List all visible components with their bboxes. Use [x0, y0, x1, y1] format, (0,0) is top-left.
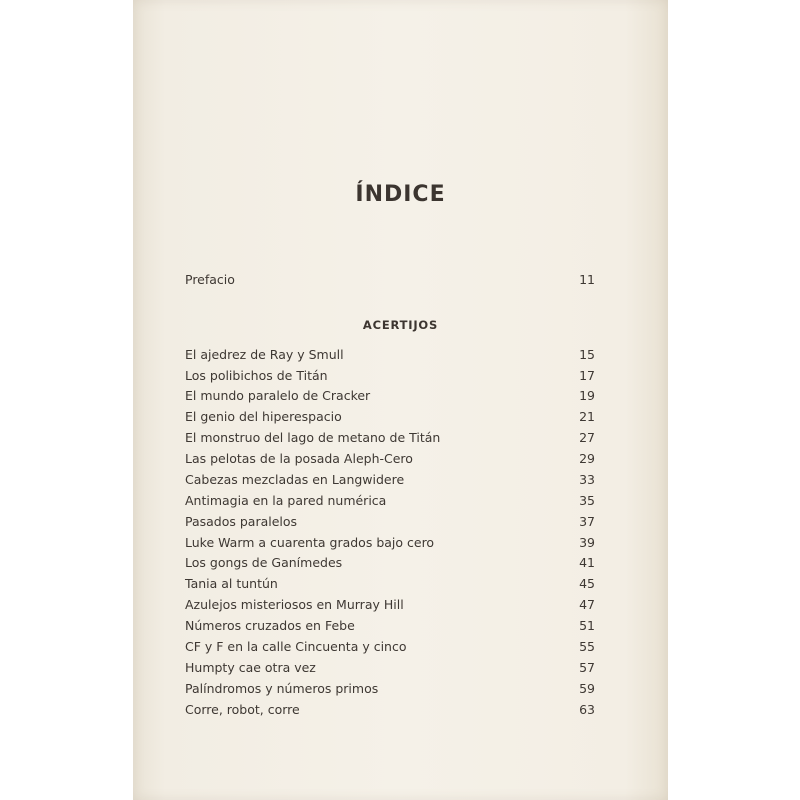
toc-entry [185, 514, 595, 534]
toc-entry-label: Corre, robot, corre [185, 702, 300, 717]
toc-entry [185, 555, 595, 575]
toc-entry-page: 11 [579, 272, 595, 287]
toc-entry [185, 535, 595, 555]
toc-entry [185, 681, 595, 701]
toc-entry-page: 21 [579, 409, 595, 424]
book-page [133, 0, 668, 800]
toc-entry-label: Pasados paralelos [185, 514, 298, 529]
toc-entry [185, 388, 595, 408]
toc-entry-page: 29 [579, 451, 595, 466]
toc-entry-label: Los gongs de Ganímedes [185, 555, 343, 570]
toc-entry [185, 368, 595, 388]
toc-entry-label: Cabezas mezcladas en Langwidere [185, 472, 405, 487]
toc-entry-label: El genio del hiperespacio [185, 409, 342, 424]
toc-entry-label: Palíndromos y números primos [185, 681, 379, 696]
toc-entry-page: 45 [579, 576, 595, 591]
toc-entry [185, 576, 595, 596]
toc-entry-page: 47 [579, 597, 595, 612]
toc-entry-page: 51 [579, 618, 595, 633]
toc-entry-label: Números cruzados en Febe [185, 618, 355, 633]
section-heading: ACERTIJOS [362, 318, 439, 332]
toc-entry [185, 639, 595, 659]
toc-entry-label: Las pelotas de la posada Aleph-Cero [185, 451, 413, 466]
toc-entry-preface [185, 272, 595, 292]
toc-entry-label: Los polibichos de Titán [185, 368, 328, 383]
toc-entry-page: 41 [579, 555, 595, 570]
toc-entry [185, 430, 595, 450]
toc-entry-page: 33 [579, 472, 595, 487]
toc-entry-page: 37 [579, 514, 595, 529]
toc-entry-page: 63 [579, 702, 595, 717]
toc-entry-page: 59 [579, 681, 595, 696]
toc-entry-page: 15 [579, 347, 595, 362]
toc-entry-page: 55 [579, 639, 595, 654]
toc-entry [185, 472, 595, 492]
toc-entry [185, 597, 595, 617]
toc-entry-page: 27 [579, 430, 595, 445]
toc-entry-label: El monstruo del lago de metano de Titán [185, 430, 441, 445]
toc-entry-page: 19 [579, 388, 595, 403]
toc-entry-page: 17 [579, 368, 595, 383]
toc-entry-label: CF y F en la calle Cincuenta y cinco [185, 639, 407, 654]
toc-entry-label: Prefacio [185, 272, 235, 287]
toc-entry-label: Luke Warm a cuarenta grados bajo cero [185, 535, 435, 550]
toc-entry-page: 57 [579, 660, 595, 675]
toc-entry [185, 451, 595, 471]
toc-entry [185, 618, 595, 638]
toc-entry [185, 409, 595, 429]
toc-entry [185, 493, 595, 513]
toc-entry [185, 660, 595, 680]
toc-entry-page: 35 [579, 493, 595, 508]
toc-entry-label: Tania al tuntún [185, 576, 278, 591]
toc-entry [185, 702, 595, 722]
toc-entry-page: 39 [579, 535, 595, 550]
toc-entry-label: Azulejos misteriosos en Murray Hill [185, 597, 404, 612]
toc-entry-label: El mundo paralelo de Cracker [185, 388, 371, 403]
page-title: ÍNDICE [355, 182, 446, 207]
toc-entry [185, 347, 595, 367]
toc-entry-label: El ajedrez de Ray y Smull [185, 347, 344, 362]
toc-entry-label: Humpty cae otra vez [185, 660, 316, 675]
toc-entry-label: Antimagia en la pared numérica [185, 493, 387, 508]
